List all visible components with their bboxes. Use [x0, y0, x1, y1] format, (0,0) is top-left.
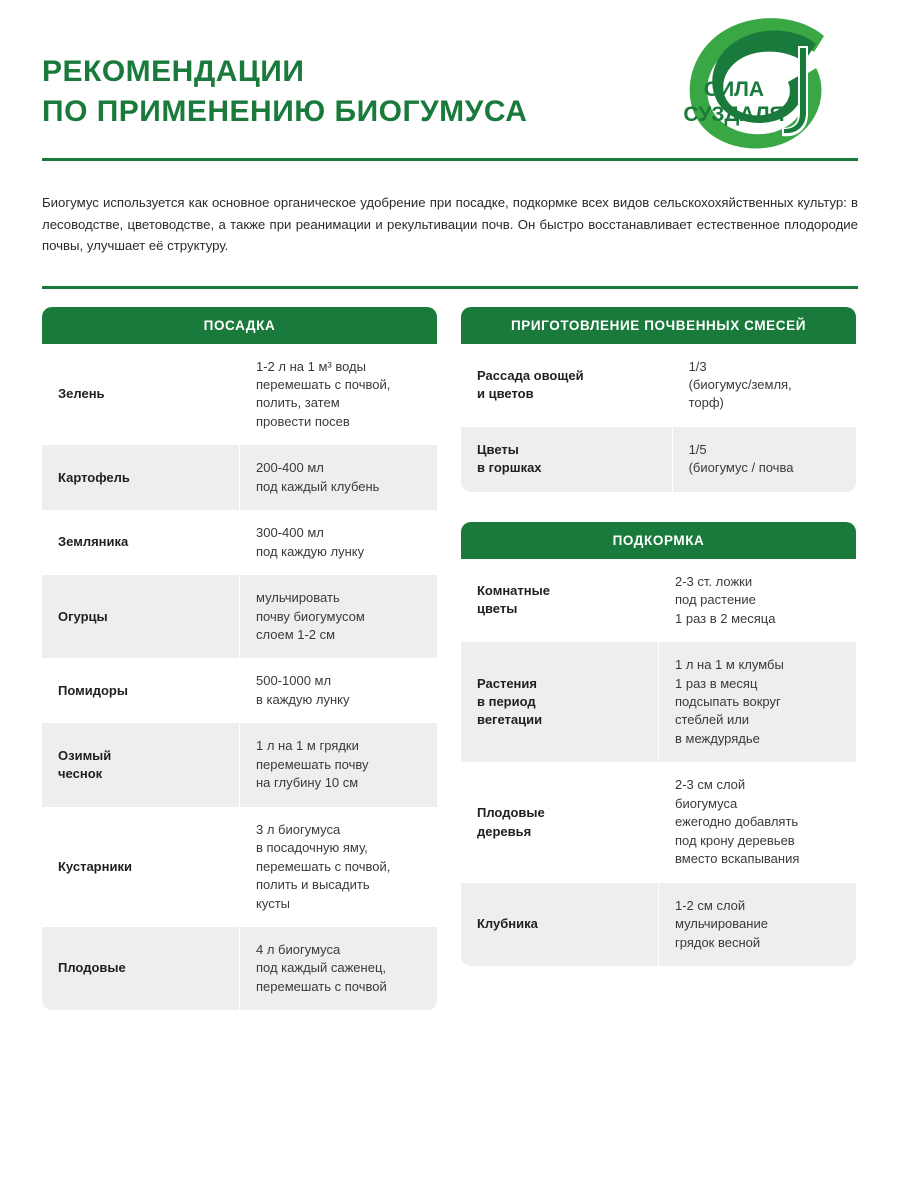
row-value: 200-400 мл под каждый клубень: [240, 445, 438, 510]
row-value: 1/5 (биогумус / почва: [672, 427, 856, 492]
right-column: [461, 307, 856, 997]
table-row: [42, 723, 437, 806]
row-label: Комнатные цветы: [461, 559, 659, 642]
table-posadka-title: ПОСАДКА: [42, 307, 437, 344]
row-value: 3 л биогумуса в посадочную яму, перемешать с почвой, полить и высадить кусты: [240, 807, 438, 927]
table-row: [461, 559, 856, 642]
row-value: 1-2 см слой мульчирование грядок весной: [659, 883, 857, 966]
row-label: Озимый чеснок: [42, 723, 240, 806]
page-title: [42, 52, 622, 131]
left-column: [42, 307, 437, 1041]
row-label: Картофель: [42, 445, 240, 510]
table-podkormka-title: ПОДКОРМКА: [461, 522, 856, 559]
row-label: Рассада овощей и цветов: [461, 344, 672, 427]
row-label: Цветы в горшках: [461, 427, 672, 492]
intro-paragraph: Биогумус используется как основное органическое удобрение при посадке, подкормке всех видов сельскохохяйственных культур: в лесоводстве, цветоводстве, а также при реанимации и рекультивации почв. Он быстро восстанавливает естественное плодородие почвы, улучшает её структуру.: [42, 195, 858, 253]
logo-text-line-1: СИЛА: [703, 78, 765, 101]
row-label: Кустарники: [42, 807, 240, 927]
table-row: [42, 344, 437, 446]
table-row: [42, 658, 437, 723]
table-podkormka: [461, 522, 856, 966]
table-soil-mixes-title: ПРИГОТОВЛЕНИЕ ПОЧВЕННЫХ СМЕСЕЙ: [461, 307, 856, 344]
table-row: [461, 762, 856, 882]
logo-text-line-2: СУЗДАЛЯ: [683, 103, 785, 126]
row-value: 4 л биогумуса под каждый саженец, перемешать с почвой: [240, 927, 438, 1010]
row-label: Земляника: [42, 510, 240, 575]
page-title-line-2: ПО ПРИМЕНЕНИЮ БИОГУМУСА: [42, 94, 528, 128]
row-label: Растения в период вегетации: [461, 642, 659, 762]
row-value: 2-3 см слой биогумуса ежегодно добавлять под крону деревьев вместо вскапывания: [659, 762, 857, 882]
row-value: 500-1000 мл в каждую лунку: [240, 658, 438, 723]
row-value: мульчировать почву биогумусом слоем 1-2 см: [240, 575, 438, 658]
row-value: 1 л на 1 м грядки перемешать почву на глубину 10 см: [240, 723, 438, 806]
table-row: [42, 927, 437, 1010]
row-value: 1-2 л на 1 м³ воды перемешать с почвой, полить, затем провести посев: [240, 344, 438, 446]
row-value: 1 л на 1 м клумбы 1 раз в месяц подсыпать вокруг стеблей или в междурядье: [659, 642, 857, 762]
table-posadka: [42, 307, 437, 1011]
table-row: [461, 427, 856, 492]
table-row: [461, 883, 856, 966]
table-row: [42, 575, 437, 658]
row-value: 1/3 (биогумус/земля, торф): [672, 344, 856, 427]
table-row: [42, 445, 437, 510]
table-row: [461, 344, 856, 427]
header: [42, 0, 858, 150]
content-columns: [42, 307, 858, 1041]
sila-suzdalya-logo: [648, 18, 838, 158]
table-soil-mixes: [461, 307, 856, 492]
row-value: 300-400 мл под каждую лунку: [240, 510, 438, 575]
row-label: Огурцы: [42, 575, 240, 658]
row-label: Клубника: [461, 883, 659, 966]
page-title-line-1: РЕКОМЕНДАЦИИ: [42, 55, 305, 88]
table-row: [42, 510, 437, 575]
row-value: 2-3 ст. ложки под растение 1 раз в 2 месяца: [659, 559, 857, 642]
table-row: [42, 807, 437, 927]
intro-divider: [42, 286, 858, 289]
row-label: Плодовые: [42, 927, 240, 1010]
row-label: Плодовые деревья: [461, 762, 659, 882]
row-label: Зелень: [42, 344, 240, 446]
table-row: [461, 642, 856, 762]
header-divider: [42, 158, 858, 161]
row-label: Помидоры: [42, 658, 240, 723]
